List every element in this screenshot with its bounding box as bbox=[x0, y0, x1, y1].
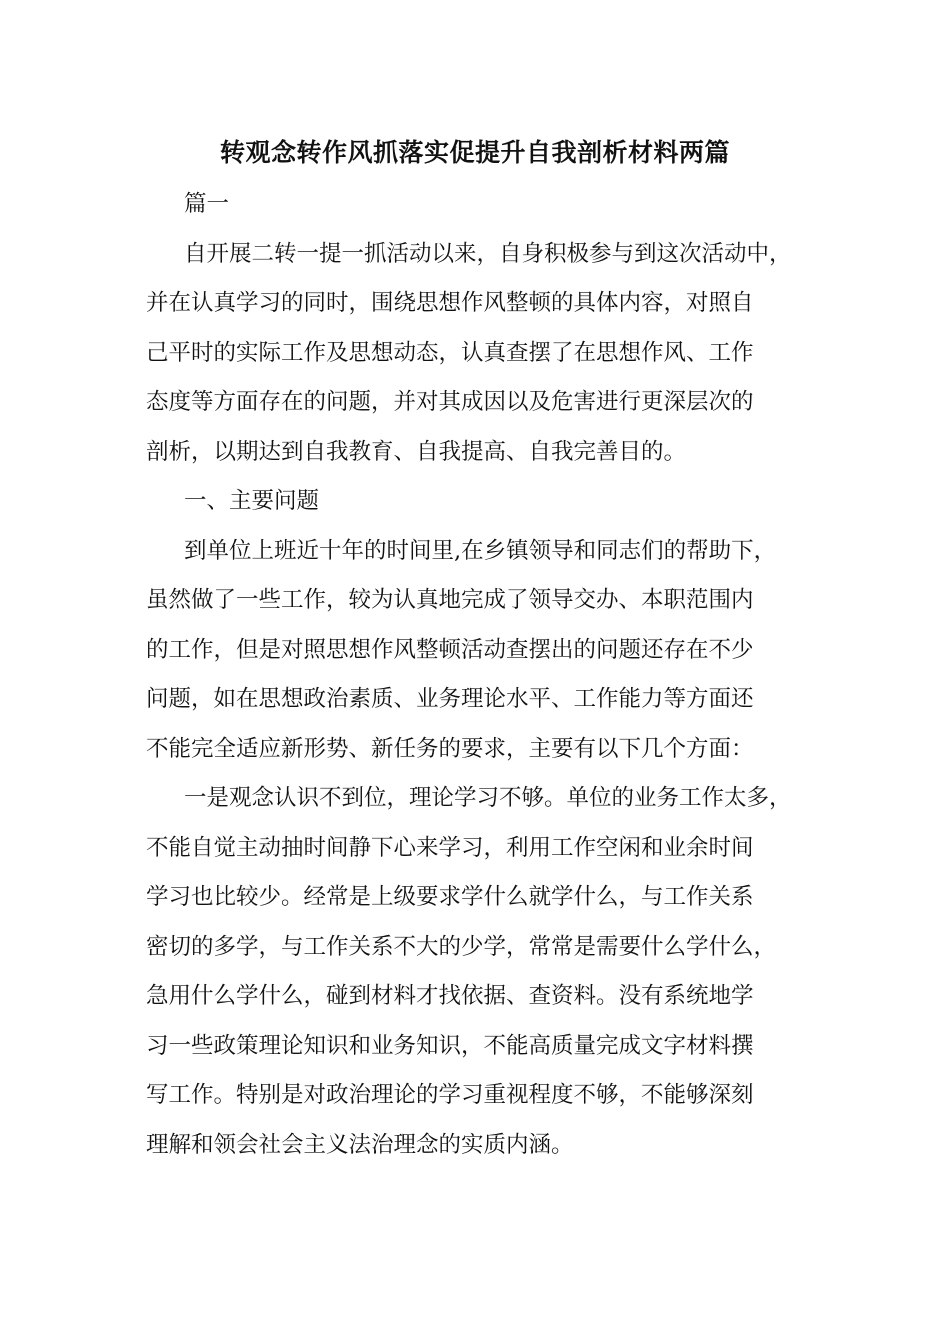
text-line: 一是观念认识不到位，理论学习不够。单位的业务工作太多， bbox=[184, 785, 792, 811]
text-line: 篇一 bbox=[184, 191, 230, 217]
text-line: 己平时的实际工作及思想动态，认真查摆了在思想作风、工作 bbox=[146, 339, 754, 366]
text-line: 虽然做了一些工作，较为认真地完成了领导交办、本职范围内 bbox=[146, 587, 754, 613]
problems-overview-paragraph bbox=[146, 527, 826, 775]
section-heading bbox=[146, 477, 826, 527]
section-label bbox=[146, 180, 826, 230]
text-line: 写工作。特别是对政治理论的学习重视程度不够，不能够深刻 bbox=[146, 1082, 754, 1108]
text-line: 自开展二转一提一抓活动以来，自身积极参与到这次活动中， bbox=[184, 240, 792, 267]
text-line: 急用什么学什么，碰到材料才找依据、查资料。没有系统地学 bbox=[146, 983, 754, 1009]
document-title: 转观念转作风抓落实促提升自我剖析材料两篇 bbox=[219, 138, 730, 167]
text-line: 并在认真学习的同时，围绕思想作风整顿的具体内容，对照自 bbox=[146, 290, 754, 316]
text-line: 到单位上班近十年的时间里,在乡镇领导和同志们的帮助下， bbox=[184, 537, 777, 564]
problem-1-paragraph bbox=[146, 774, 826, 1170]
text-line: 密切的多学，与工作关系不大的少学，常常是需要什么学什么， bbox=[146, 933, 777, 960]
text-line: 学习也比较少。经常是上级要求学什么就学什么，与工作关系 bbox=[146, 884, 754, 910]
text-line: 一、主要问题 bbox=[184, 488, 320, 514]
text-line: 态度等方面存在的问题，并对其成因以及危害进行更深层次的 bbox=[146, 389, 754, 415]
text-line: 不能完全适应新形势、新任务的要求，主要有以下几个方面： bbox=[146, 735, 754, 762]
text-line: 剖析，以期达到自我教育、自我提高、自我完善目的。 bbox=[146, 438, 687, 465]
text-line: 的工作，但是对照思想作风整顿活动查摆出的问题还存在不少 bbox=[146, 636, 754, 663]
text-line: 问题，如在思想政治素质、业务理论水平、工作能力等方面还 bbox=[146, 686, 754, 712]
text-line: 理解和领会社会主义法治理念的实质内涵。 bbox=[146, 1131, 574, 1158]
text-line: 习一些政策理论知识和业务知识，不能高质量完成文字材料撰 bbox=[146, 1032, 754, 1059]
text-line: 不能自觉主动抽时间静下心来学习，利用工作空闲和业余时间 bbox=[146, 834, 754, 861]
document-body bbox=[146, 180, 826, 1170]
intro-paragraph bbox=[146, 230, 826, 478]
